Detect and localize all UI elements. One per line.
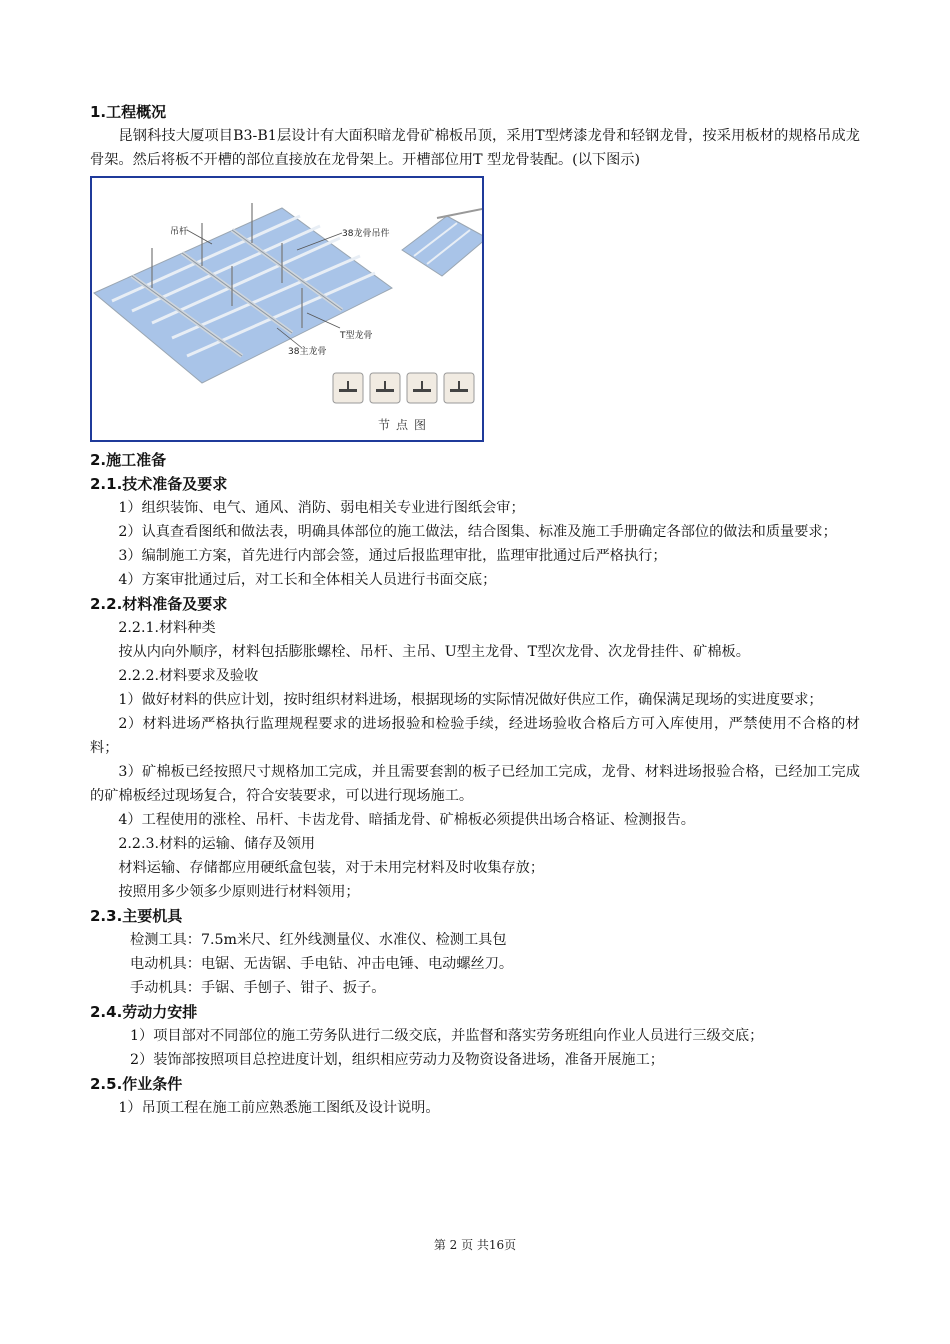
section-2-5-title: 2.5.作业条件 — [90, 1075, 183, 1093]
tools-item-1: 检测工具：7.5m米尺、红外线测量仪、水准仪、检测工具包 — [130, 932, 507, 948]
tech-item-2: 2）认真查看图纸和做法表，明确具体部位的施工做法，结合图集、标准及施工手册确定各部位的做法和质量要求； — [118, 524, 837, 540]
label-hanger-rod: 吊杆 — [170, 227, 189, 237]
section-1-paragraph: 昆钢科技大厦项目B3-B1层设计有大面积暗龙骨矿棉板吊顶，采用T型烤漆龙骨和轻钢龙骨，按采用板材的规格吊成龙骨架。然后将板不开槽的部位直接放在龙骨架上。开槽部位用T 型龙骨装配。(以下图示) — [90, 128, 860, 168]
label-main-keel: 38主龙骨 — [288, 347, 327, 357]
tools-item-3: 手动机具：手锯、手刨子、钳子、扳子。 — [130, 980, 386, 996]
material-req-item-2: 2）材料进场严格执行监理规程要求的进场报验和检验手续，经进场验收合格后方可入库使用，严禁使用不合格的材料； — [90, 716, 860, 756]
tech-item-3: 3）编制施工方案，首先进行内部会签，通过后报监理审批，监理审批通过后严格执行； — [118, 548, 667, 564]
section-2-2-1-title: 2.2.1.材料种类 — [118, 620, 216, 636]
section-2-4-title: 2.4.劳动力安排 — [90, 1003, 198, 1021]
label-keel-hanger: 38龙骨吊件 — [342, 229, 390, 239]
material-req-item-1: 1）做好材料的供应计划，按时组织材料进场，根据现场的实际情况做好供应工作，确保满足现场的实进度要求； — [118, 692, 823, 708]
figure-caption: 节点图 — [378, 418, 433, 432]
labor-item-1: 1）项目部对不同部位的施工劳务队进行二级交底，并监督和落实劳务班组向作业人员进行三级交底； — [130, 1028, 764, 1044]
node-detail-icons — [333, 373, 474, 403]
condition-item-1: 1）吊顶工程在施工前应熟悉施工图纸及设计说明。 — [118, 1100, 440, 1116]
tools-item-2: 电动机具：电锯、无齿锯、手电钻、冲击电锤、电动螺丝刀。 — [130, 956, 514, 972]
section-2-1-title: 2.1.技术准备及要求 — [90, 475, 228, 493]
material-transport-item-1: 材料运输、存储都应用硬纸盒包装，对于未用完材料及时收集存放； — [118, 860, 545, 876]
page-footer: 第 2 页 共16页 — [433, 1238, 517, 1252]
section-2-2-2-title: 2.2.2.材料要求及验收 — [118, 668, 259, 684]
tech-item-1: 1）组织装饰、电气、通风、消防、弱电相关专业进行图纸会审； — [118, 500, 525, 516]
material-transport-item-2: 按照用多少领多少原则进行材料领用； — [118, 884, 360, 900]
section-1-title: 1.工程概况 — [90, 103, 167, 121]
section-2-2-3-title: 2.2.3.材料的运输、储存及领用 — [118, 836, 316, 852]
material-req-item-3: 3）矿棉板已经按照尺寸规格加工完成，并且需要套割的板子已经加工完成，龙骨、材料进场报验合格，已经加工完成的矿棉板经过现场复合，符合安装要求，可以进行现场施工。 — [90, 764, 860, 804]
page-content — [90, 100, 860, 1120]
section-2-3-title: 2.3.主要机具 — [90, 907, 183, 925]
material-req-item-4: 4）工程使用的涨栓、吊杆、卡齿龙骨、暗插龙骨、矿棉板必须提供出场合格证、检测报告。 — [118, 812, 695, 828]
label-t-keel: T型龙骨 — [340, 331, 373, 341]
tech-item-4: 4）方案审批通过后，对工长和全体相关人员进行书面交底； — [118, 572, 497, 588]
section-2-title: 2.施工准备 — [90, 451, 167, 469]
material-types-text: 按从内向外顺序，材料包括膨胀螺栓、吊杆、主吊、U型主龙骨、T型次龙骨、次龙骨挂件、矿棉板。 — [118, 644, 750, 660]
ceiling-keel-figure — [90, 176, 484, 442]
labor-item-2: 2）装饰部按照项目总控进度计划，组织相应劳动力及物资设备进场，准备开展施工； — [130, 1052, 664, 1068]
section-2-2-title: 2.2.材料准备及要求 — [90, 595, 228, 613]
ceiling-detail-drawing — [402, 208, 482, 276]
ceiling-keel-illustration — [92, 178, 482, 440]
